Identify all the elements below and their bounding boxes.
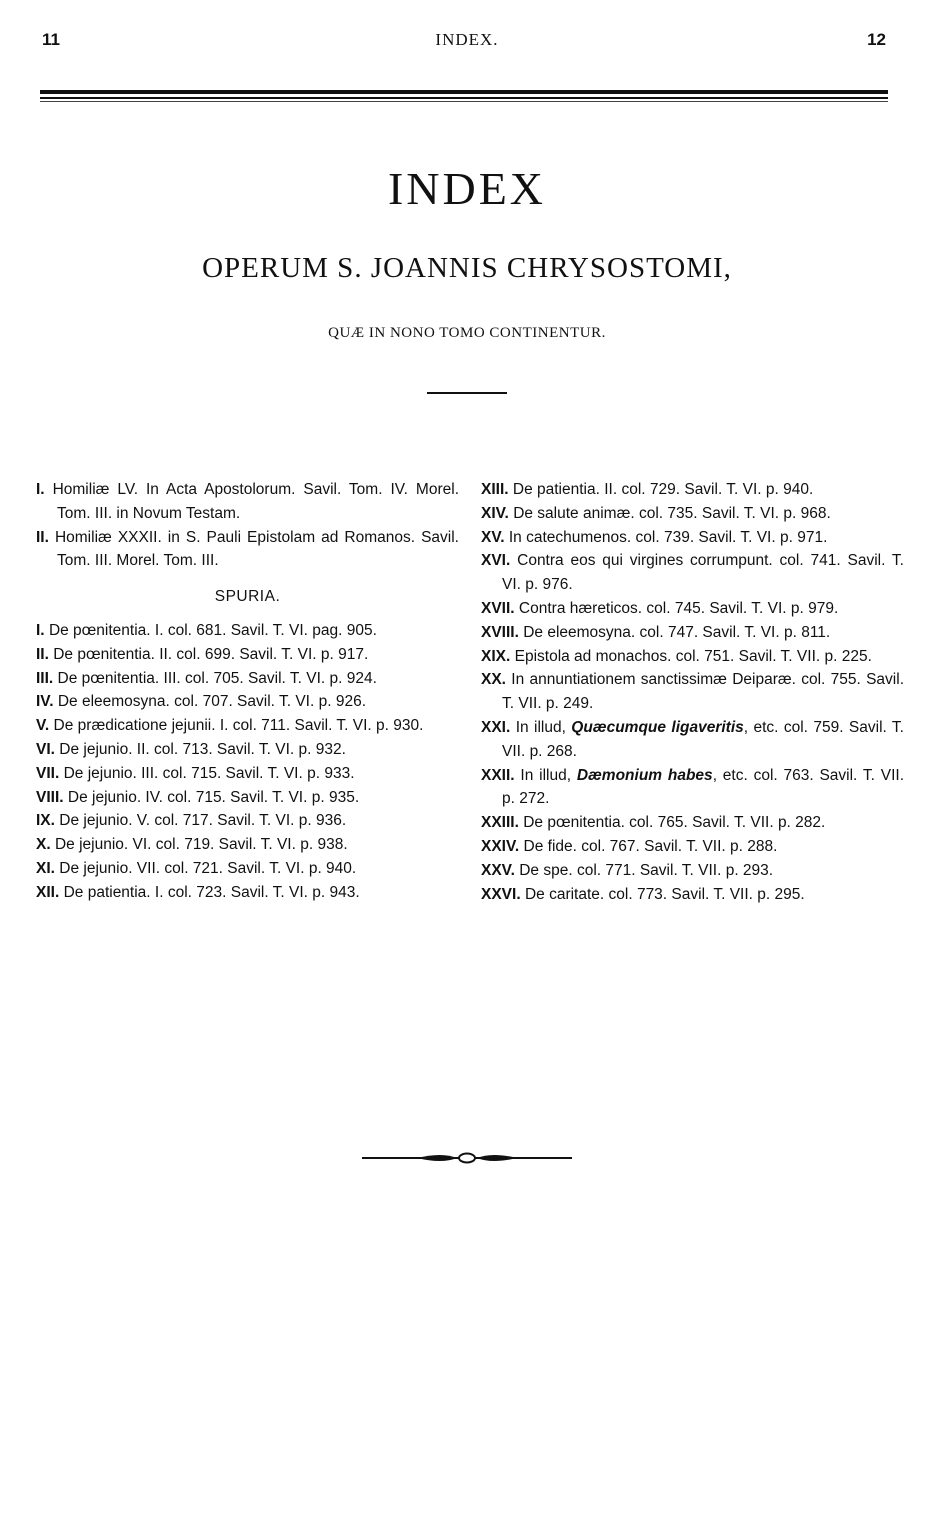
tailpiece-ornament — [362, 1150, 572, 1166]
index-entry — [36, 881, 459, 905]
entry-number: XVIII. — [481, 623, 519, 641]
index-entry — [36, 714, 459, 738]
entry-text: De pœnitentia. col. 765. Savil. T. VII. p. 282. — [523, 814, 826, 832]
entry-number: I. — [36, 621, 45, 639]
entry-number: III. — [36, 669, 54, 687]
index-entry — [36, 857, 459, 881]
entry-number: XIII. — [481, 481, 509, 498]
index-entry — [481, 764, 904, 812]
index-entry — [481, 549, 904, 597]
entry-number: II. — [36, 645, 49, 663]
index-entry — [481, 502, 904, 526]
entry-number: XV. — [481, 528, 505, 546]
left-column — [36, 478, 459, 905]
index-entry — [36, 738, 459, 762]
index-entry — [481, 883, 904, 907]
index-entry — [36, 478, 459, 526]
index-entry — [36, 643, 459, 667]
index-entry — [36, 690, 459, 714]
entry-text: In annuntiationem sanctissimæ Deiparæ. col. 755. Savil. T. VII. p. 249. — [502, 671, 905, 713]
entry-number: VII. — [36, 764, 60, 782]
entry-text: Homiliæ XXXII. in S. Pauli Epistolam ad Romanos. Savil. Tom. III. Morel. Tom. III. — [54, 528, 459, 570]
header-rule-thick — [40, 90, 888, 94]
spuria-list-left — [36, 619, 459, 905]
entry-text: De jejunio. VII. col. 721. Savil. T. VI. p. 940. — [59, 859, 357, 877]
entry-number: XXIII. — [481, 814, 519, 832]
entry-text: De jejunio. IV. col. 715. Savil. T. VI. p. 935. — [67, 788, 360, 806]
entry-number: XXVI. — [481, 885, 521, 903]
index-entry — [36, 833, 459, 857]
entry-number: XX. — [481, 671, 506, 689]
entry-number: IX. — [36, 812, 55, 830]
entry-number: V. — [36, 717, 50, 735]
right-column — [481, 478, 904, 906]
entry-text: De prædicatione jejunii. I. col. 711. Savil. T. VI. p. 930. — [53, 717, 424, 735]
page-subtitle: OPERUM S. JOANNIS CHRYSOSTOMI, — [202, 252, 732, 284]
index-entry — [481, 835, 904, 859]
index-entry — [36, 762, 459, 786]
entry-text: De fide. col. 767. Savil. T. VII. p. 288. — [523, 837, 778, 855]
entry-text: De caritate. col. 773. Savil. T. VII. p. 295. — [524, 885, 805, 903]
entry-text: De eleemosyna. col. 747. Savil. T. VI. p. 811. — [523, 623, 831, 641]
entry-text: De pœnitentia. III. col. 705. Savil. T. VI. p. 924. — [57, 669, 377, 687]
entry-number: IV. — [36, 693, 54, 711]
entry-text: De pœnitentia. I. col. 681. Savil. T. VI. pag. 905. — [48, 621, 377, 639]
entry-number: I. — [36, 481, 45, 498]
index-entry — [36, 786, 459, 810]
index-entry — [481, 526, 904, 550]
page-number-right: 12 — [867, 30, 886, 49]
entry-number: X. — [36, 836, 51, 854]
entry-text: De patientia. I. col. 723. Savil. T. VI. p. 943. — [63, 883, 360, 901]
index-entry — [36, 526, 459, 574]
entry-text: De jejunio. V. col. 717. Savil. T. VI. p. 936. — [59, 812, 347, 830]
index-entry — [481, 811, 904, 835]
index-entry — [481, 645, 904, 669]
index-entry — [481, 668, 904, 716]
genuine-works-list — [36, 478, 459, 573]
entry-text: Epistola ad monachos. col. 751. Savil. T. VII. p. 225. — [514, 647, 872, 665]
index-entry — [36, 619, 459, 643]
entry-number: VI. — [36, 740, 55, 758]
spuria-list-right — [481, 478, 904, 906]
page-subsubtitle: QUÆ IN NONO TOMO CONTINENTUR. — [328, 325, 606, 341]
entry-text: De patientia. II. col. 729. Savil. T. VI. p. 940. — [512, 481, 814, 498]
index-entry — [481, 716, 904, 764]
page-number-left: 11 — [42, 30, 60, 49]
entry-text: In catechumenos. col. 739. Savil. T. VI. p. 971. — [508, 528, 828, 546]
index-entry — [36, 809, 459, 833]
entry-number: XXI. — [481, 718, 511, 736]
index-entry — [481, 621, 904, 645]
entry-text: , etc. col. 759. Savil. T. VII. p. 268. — [502, 718, 904, 760]
entry-number: XXV. — [481, 861, 515, 879]
entry-text: , etc. col. 763. Savil. T. VII. p. 272. — [502, 766, 905, 808]
header-rule-hair — [40, 101, 888, 102]
entry-text: Homiliæ LV. In Acta Apostolorum. Savil. Tom. IV. Morel. Tom. III. in Novum Testam. — [52, 481, 459, 522]
index-entry — [36, 667, 459, 691]
entry-text: De eleemosyna. col. 707. Savil. T. VI. p. 926. — [57, 693, 367, 711]
spuria-heading: SPURIA. — [214, 588, 281, 606]
entry-number: XII. — [36, 883, 60, 901]
index-entry — [481, 478, 904, 502]
entry-text: In illud, — [515, 718, 572, 736]
entry-number: XXIV. — [481, 837, 520, 855]
entry-number: XXII. — [481, 766, 515, 784]
entry-number: II. — [36, 528, 49, 546]
page-title: INDEX — [387, 163, 547, 214]
title-divider — [427, 392, 507, 394]
entry-incipit: Dæmonium habes — [576, 766, 713, 784]
entry-number: XIV. — [481, 504, 509, 522]
entry-number: VIII. — [36, 788, 64, 806]
header-rule-thin — [40, 97, 888, 99]
entry-text: De spe. col. 771. Savil. T. VII. p. 293. — [519, 861, 774, 879]
entry-text: De jejunio. III. col. 715. Savil. T. VI. p. 933. — [63, 764, 355, 782]
entry-text: Contra eos qui virgines corrumpunt. col. 741. Savil. T. VI. p. 976. — [502, 552, 904, 594]
index-entry — [481, 597, 904, 621]
index-entry — [481, 859, 904, 883]
entry-text: In illud, — [520, 766, 577, 784]
entry-text: Contra hæreticos. col. 745. Savil. T. VI. p. 979. — [518, 599, 839, 617]
entry-number: XIX. — [481, 647, 511, 665]
entry-text: De jejunio. II. col. 713. Savil. T. VI. p. 932. — [59, 740, 346, 758]
entry-number: XVI. — [481, 552, 511, 570]
entry-text: De salute animæ. col. 735. Savil. T. VI. p. 968. — [513, 504, 831, 522]
entry-text: De pœnitentia. II. col. 699. Savil. T. VI. p. 917. — [53, 645, 369, 663]
entry-number: XVII. — [481, 599, 515, 617]
running-head-title: INDEX. — [435, 30, 499, 49]
entry-number: XI. — [36, 859, 55, 877]
entry-incipit: Quæcumque ligaveritis — [571, 718, 744, 736]
entry-text: De jejunio. VI. col. 719. Savil. T. VI. p. 938. — [54, 836, 348, 854]
